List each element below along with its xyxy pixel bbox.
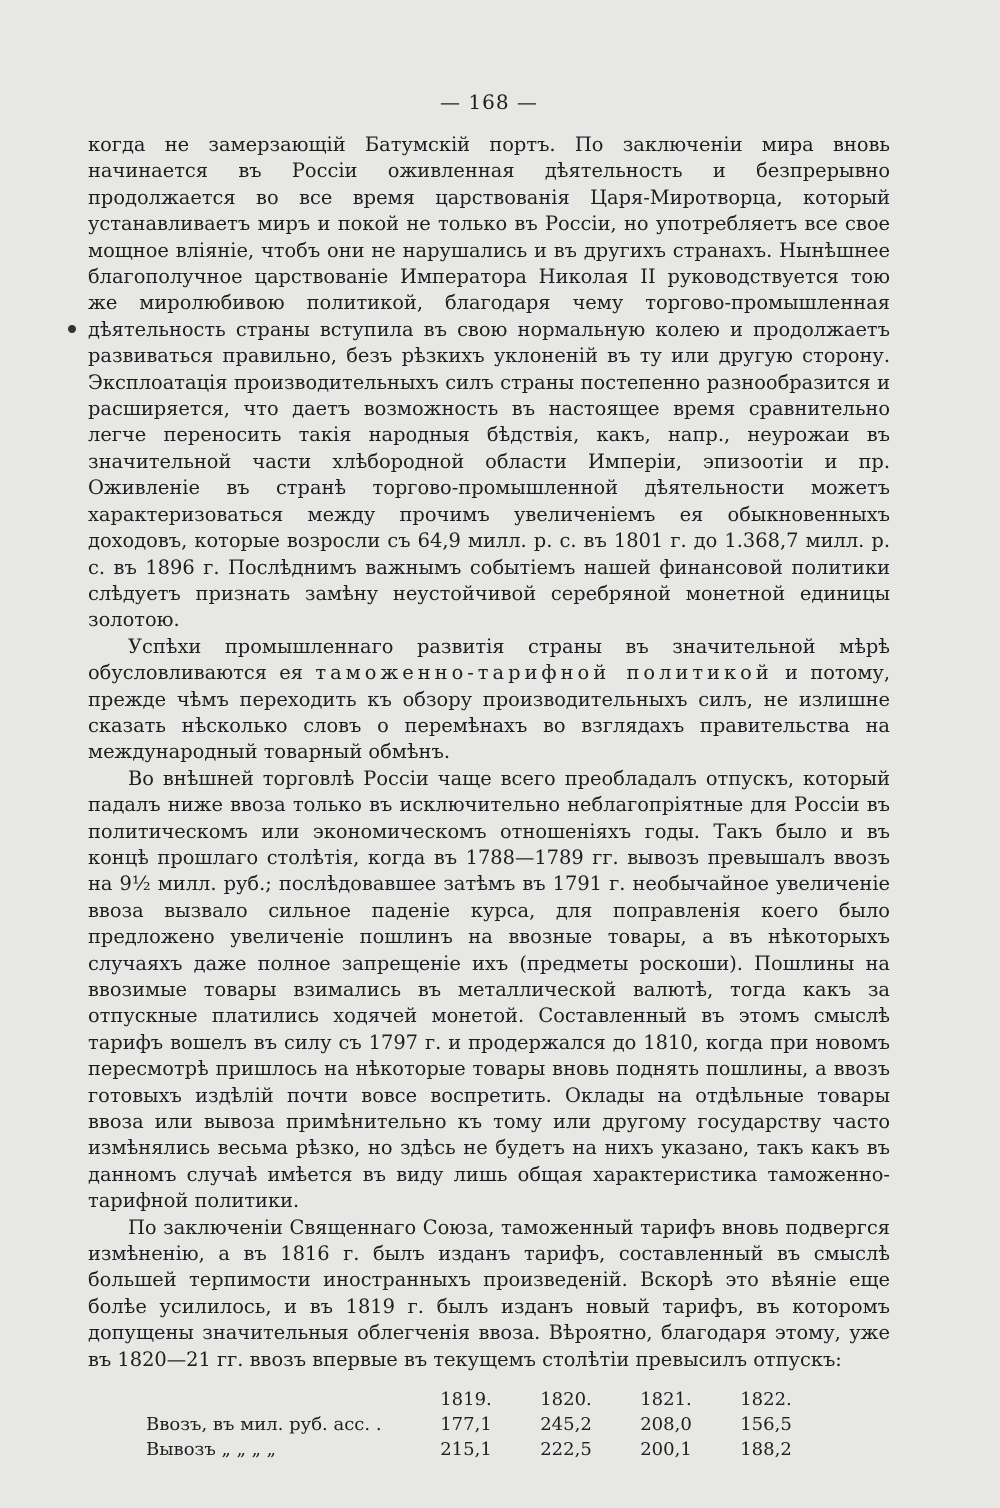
margin-dot-mark [68,325,76,333]
paragraph-1: когда не замерзающій Батумскій портъ. По заключеніи мира вновь начинается въ Россіи оживленная дѣятельность и безпрерывно продолжается во все время царствованія Царя-Миротворца, который устанавливаетъ миръ и покой не только въ Россіи, но употребляетъ все свое мощное вліяніе, чтобъ они не нарушались и въ другихъ странахъ. Нынѣшнее благополучное царствованіе Императора Николая II руководствуется тою же миролюбивою политикой, благодаря чему торгово-промышленная дѣятельность страны вступила въ свою нормальную колею и продолжаетъ развиваться правильно, безъ рѣзкихъ уклоненій въ ту или другую сторону. Эксплоатація производительныхъ силъ страны постепенно разнообразится и расширяется, что даетъ возможность въ настоящее время сравнительно легче переносить такія народныя бѣдствія, какъ, напр., неурожаи въ значительной части хлѣбородной области Имперіи, эпизоотіи и пр. Оживленіе въ странѣ торгово-промышленной дѣятельности можетъ характеризоваться между прочимъ увеличеніемъ ея обыкновенныхъ доходовъ, которые возросли съ 64,9 милл. р. с. въ 1801 г. до 1.368,7 милл. р. с. въ 1896 г. Послѣднимъ важнымъ событіемъ нашей финансовой политики слѣдуетъ признать замѣну неустойчивой серебряной монетной единицы золотою. [88,133,890,632]
table-header-row [146,1387,816,1412]
row-label: Вывозъ „ „ „ „ [146,1439,276,1461]
paragraph-3: Во внѣшней торговлѣ Россіи чаще всего преобладалъ отпускъ, который падалъ ниже ввоза только въ исключительно неблагопріятные для Россіи въ политическомъ или экономическомъ отношеніяхъ годы. Такъ было и въ концѣ прошлаго столѣтія, когда въ 1788—1789 гг. вывозъ превышалъ ввозъ на 9½ милл. руб.; послѣдовавшее затѣмъ въ 1791 г. необычайное увеличеніе ввоза вызвало сильное паденіе курса, для поправленія коего было предложено увеличеніе пошлинъ на ввозные товары, а въ нѣкоторыхъ случаяхъ даже полное запрещеніе ихъ (предметы роскоши). Пошлины на ввозимые товары взимались въ металлической валютѣ, тогда какъ за отпускные платились ходячей монетой. Составленный въ этомъ смыслѣ тарифъ вошелъ въ силу съ 1797 г. и продержался до 1810, когда при новомъ пересмотрѣ пришлось на нѣкоторые товары вновь поднять пошлины, а ввозъ готовыхъ издѣлій почти вовсе воспретить. Оклады на отдѣльные товары ввоза или вывоза примѣнительно къ тому или другому государству часто измѣнялись весьма рѣзко, но здѣсь не будетъ на нихъ указано, такъ какъ въ данномъ случаѣ имѣется въ виду лишь общая характеристика таможенно-тарифной политики. [88,766,890,1213]
year-header: 1819. [440,1389,492,1411]
table-row-import [146,1412,816,1437]
table-row-export [146,1437,816,1462]
table-cell: 215,1 [440,1439,492,1461]
table-cell: 222,5 [540,1439,592,1461]
table-cell: 208,0 [640,1414,692,1436]
paragraph-2-text-start: Успѣхи промышленнаго развитія страны въ значительной мѣрѣ обусловливаются ея [88,634,890,685]
trade-statistics-table [146,1387,816,1462]
table-header-empty [146,1387,416,1412]
year-header: 1820. [540,1389,592,1411]
page-number: — 168 — [440,90,538,114]
table-cell: 177,1 [440,1414,492,1436]
table-cell: 156,5 [740,1414,792,1436]
row-label: Ввозъ, въ мил. руб. асс. . [146,1414,382,1436]
paragraph-2-spaced-emphasis: таможенно-тарифной политикой [315,661,773,685]
paragraph-2-text-end: и потому, прежде чѣмъ переходить къ обзору производительныхъ силъ, не излишне сказать нѣсколько словъ о перемѣнахъ во взглядахъ правительства на международный товарный обмѣнъ. [88,661,890,764]
table-cell: 188,2 [740,1439,792,1461]
table-cell: 245,2 [540,1414,592,1436]
paragraph-4: По заключеніи Священнаго Союза, таможенный тарифъ вновь подвергся измѣненію, а въ 1816 г. былъ изданъ тарифъ, составленный въ смыслѣ большей терпимости иностранныхъ произведеній. Вскорѣ это вѣяніе еще болѣе усилилось, и въ 1819 г. былъ изданъ новый тарифъ, въ которомъ допущены значительныя облегченія ввоза. Вѣроятно, благодаря этому, уже въ 1820—21 гг. ввозъ впервые въ текущемъ столѣтіи превысилъ отпускъ: [88,1215,890,1371]
year-header: 1821. [640,1389,692,1411]
paragraph-2 [88,634,890,766]
table-cell: 200,1 [640,1439,692,1461]
year-header: 1822. [740,1389,792,1411]
